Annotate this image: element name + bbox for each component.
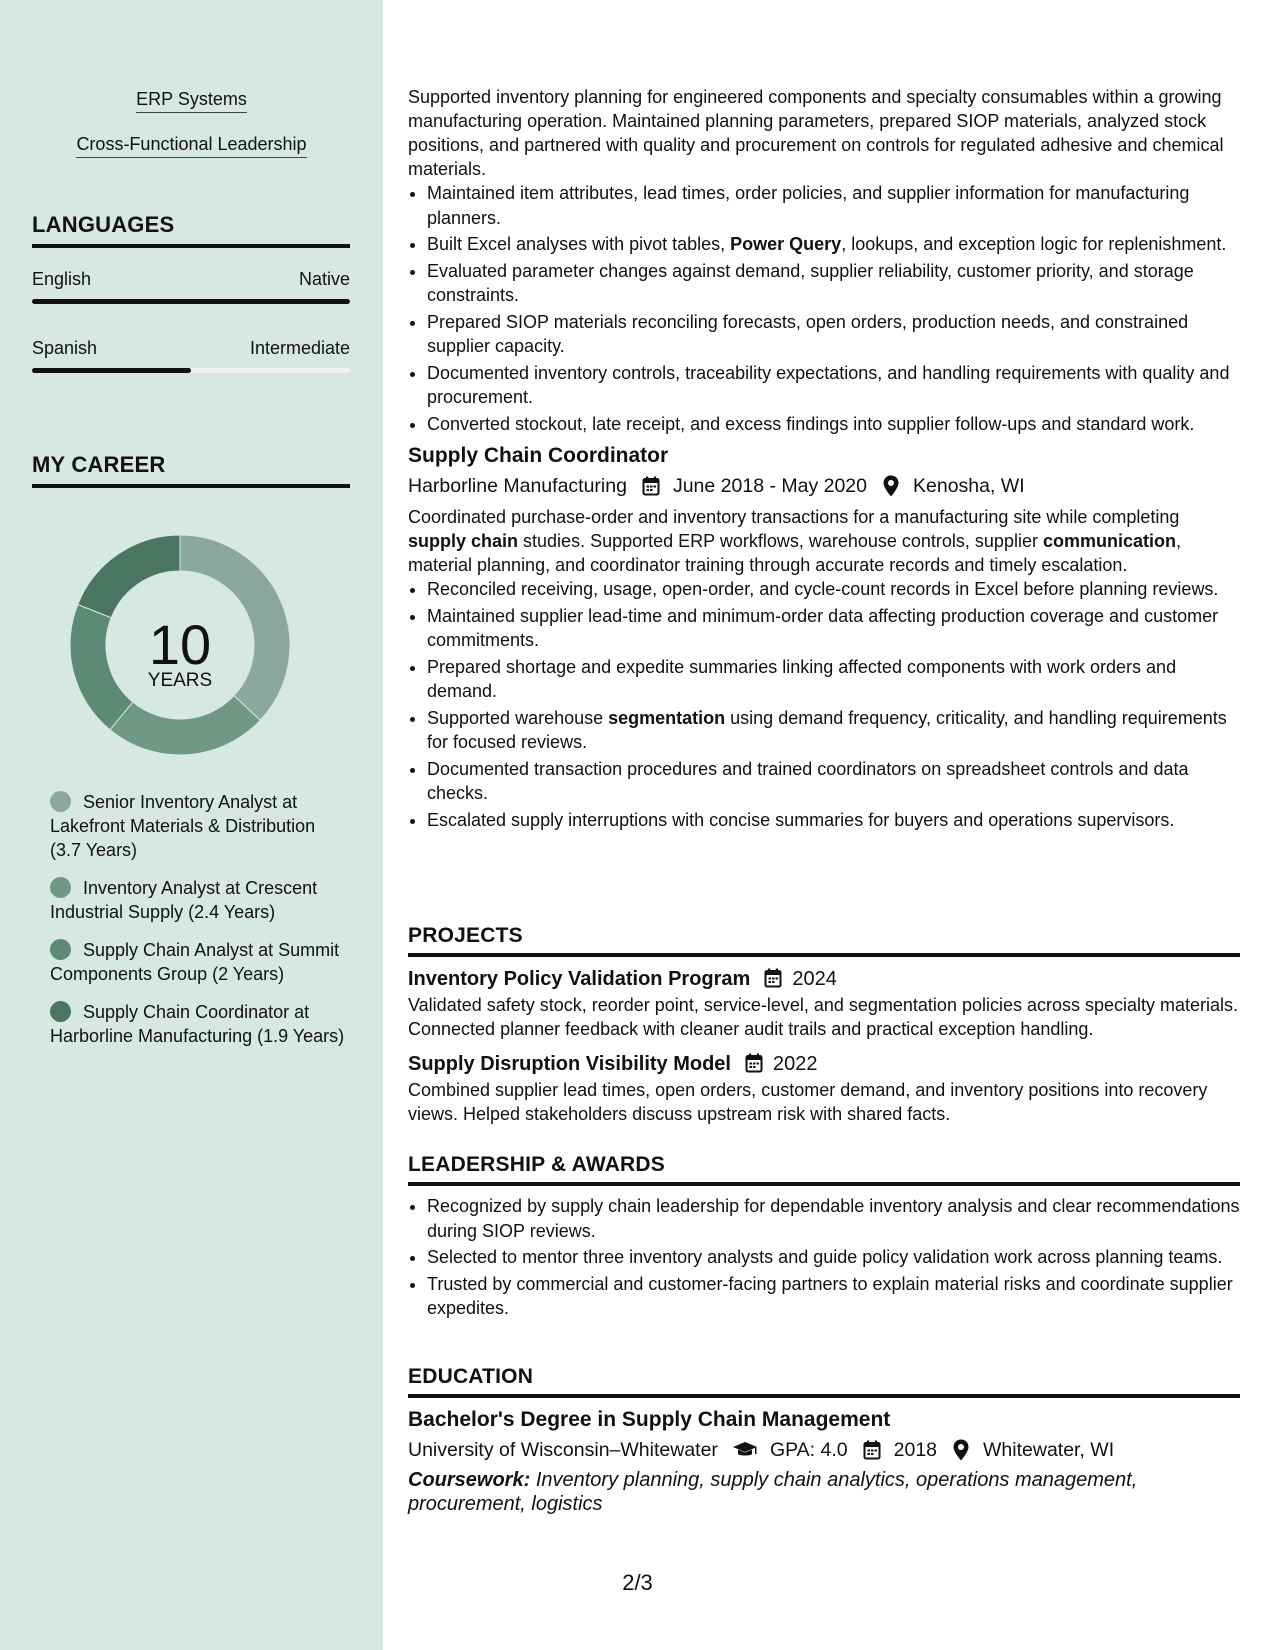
education-meta — [408, 1436, 1240, 1464]
bullet-item: • Reconciled receiving, usage, open-order, and cycle-count records in Excel before planning reviews. — [427, 577, 1240, 602]
languages-heading: LANGUAGES — [32, 212, 350, 248]
career-legend-item: Senior Inventory Analyst at Lakefront Materials & Distribution (3.7 Years) — [50, 792, 316, 860]
project-title: Supply Disruption Visibility Model — [408, 1053, 731, 1075]
calendar-icon — [764, 968, 784, 990]
legend-dot — [50, 939, 71, 960]
bullet-item: • Built Excel analyses with pivot tables, Power Query, lookups, and exception logic for replenishment. — [427, 232, 1240, 257]
bullet-item: • Selected to mentor three inventory analysts and guide policy validation work across planning teams. — [427, 1245, 1240, 1270]
experience-section — [408, 85, 1240, 834]
project-title-row — [408, 1050, 1240, 1078]
career-legend — [50, 790, 350, 1062]
graduation-cap-icon — [732, 1439, 758, 1461]
language-name: English — [32, 269, 92, 289]
job-summary: Coordinated purchase-order and inventory transactions for a manufacturing site while completing supply chain studies. Supported ERP workflows, warehouse controls, supplier communication, material planning, and coordinator training through accurate records and timely escalation. — [408, 507, 1181, 575]
graduation-year: 2018 — [893, 1439, 938, 1461]
bullet-item: • Maintained item attributes, lead times, order policies, and supplier information for manufacturing planners. — [427, 181, 1240, 230]
project-title: Inventory Policy Validation Program — [408, 968, 751, 990]
language-proficiency-bar — [32, 368, 350, 373]
projects-heading: PROJECTS — [408, 924, 1240, 957]
calendar-icon — [862, 1439, 882, 1461]
bullet-item: • Documented inventory controls, traceability expectations, and handling requirements with quality and procurement. — [427, 361, 1240, 410]
career-donut-segment — [110, 696, 260, 755]
career-heading: MY CAREER — [32, 452, 350, 488]
leadership-heading: LEADERSHIP & AWARDS — [408, 1153, 1240, 1186]
main-content — [408, 0, 1240, 1650]
job-summary: Supported inventory planning for engineered components and specialty consumables within a growing manufacturing operation. Maintained planning parameters, prepared SIOP materials, analyzed stock positions, and partnered with quality and procurement on controls for regulated adhesive and chemical materials. — [408, 87, 1224, 179]
career-donut-segment — [70, 605, 133, 730]
skill-item: Cross-Functional Leadership — [0, 133, 383, 158]
sidebar — [0, 0, 383, 1650]
language-level: Intermediate — [249, 338, 350, 358]
bullet-item: • Prepared SIOP materials reconciling forecasts, open orders, production needs, and constrained supplier capacity. — [427, 310, 1240, 359]
career-legend-item: Supply Chain Analyst at Summit Components Group (2 Years) — [50, 940, 340, 984]
project-title-row — [408, 965, 1240, 993]
job-meta — [408, 472, 1240, 500]
project-year: 2024 — [792, 968, 837, 990]
job-location: Kenosha, WI — [913, 475, 1025, 497]
language-name: Spanish — [32, 338, 98, 358]
project-description: Combined supplier lead times, open orders, customer demand, and inventory positions into recovery views. Helped stakeholders discuss upstream risk with shared facts. — [408, 1080, 1208, 1124]
location-pin-icon — [951, 1439, 971, 1461]
language-row — [32, 337, 350, 359]
projects-section — [408, 924, 1240, 1126]
career-legend-item: Supply Chain Coordinator at Harborline Manufacturing (1.9 Years) — [50, 1002, 345, 1046]
bullet-item: • Recognized by supply chain leadership for dependable inventory analysis and clear recommendations during SIOP reviews. — [427, 1194, 1240, 1243]
location-pin-icon — [881, 475, 901, 497]
calendar-icon — [641, 475, 661, 497]
bullet-item: • Evaluated parameter changes against demand, supplier reliability, customer priority, and storage constraints. — [427, 259, 1240, 308]
job-dates: June 2018 - May 2020 — [672, 475, 868, 497]
education-heading: EDUCATION — [408, 1365, 1240, 1398]
education-section — [408, 1365, 1240, 1516]
job-bullets — [408, 181, 1240, 436]
bullet-item: • Trusted by commercial and customer-facing partners to explain material risks and coordinate supplier expedites. — [427, 1272, 1240, 1321]
project-description: Validated safety stock, reorder point, service-level, and segmentation policies across specialty materials. Connected planner feedback with cleaner audit trails and practical exception handling. — [408, 995, 1239, 1039]
leadership-section — [408, 1153, 1240, 1323]
career-legend-item: Inventory Analyst at Crescent Industrial Supply (2.4 Years) — [50, 878, 318, 922]
language-proficiency-bar — [32, 299, 350, 304]
bullet-item: • Supported warehouse segmentation using demand frequency, criticality, and handling requirements for focused reviews. — [427, 706, 1240, 755]
leadership-bullets — [408, 1194, 1240, 1321]
language-proficiency-fill — [32, 368, 191, 373]
bullet-item: • Documented transaction procedures and trained coordinators on spreadsheet controls and data checks. — [427, 757, 1240, 806]
calendar-icon — [745, 1053, 765, 1075]
school-name: University of Wisconsin–Whitewater — [408, 1439, 718, 1461]
language-level: Native — [298, 269, 350, 289]
bullet-item: • Maintained supplier lead-time and minimum-order data affecting production coverage and customer commitments. — [427, 604, 1240, 653]
career-total-unit: YEARS — [147, 670, 213, 691]
bullet-item: • Prepared shortage and expedite summaries linking affected components with work orders and demand. — [427, 655, 1240, 704]
project-year: 2022 — [773, 1053, 818, 1075]
bullet-item: • Escalated supply interruptions with concise summaries for buyers and operations supervisors. — [427, 808, 1240, 833]
degree-title: Bachelor's Degree in Supply Chain Management — [408, 1408, 891, 1431]
legend-dot — [50, 877, 71, 898]
job-bullets — [408, 577, 1240, 832]
legend-dot — [50, 791, 71, 812]
legend-dot — [50, 1001, 71, 1022]
page-number: 2/3 — [622, 1570, 653, 1595]
career-donut-segment — [78, 535, 180, 618]
school-location: Whitewater, WI — [983, 1439, 1115, 1461]
language-row — [32, 268, 350, 290]
job-title: Supply Chain Coordinator — [408, 444, 669, 467]
career-donut-chart — [62, 527, 298, 763]
language-proficiency-fill — [32, 299, 350, 304]
coursework: Coursework: Inventory planning, supply chain analytics, operations management, procurement, logistics — [408, 1469, 1138, 1515]
company-name: Harborline Manufacturing — [408, 475, 627, 497]
bullet-item: • Converted stockout, late receipt, and excess findings into supplier follow-ups and standard work. — [427, 412, 1240, 437]
skill-item: ERP Systems — [0, 88, 383, 113]
gpa: GPA: 4.0 — [769, 1439, 848, 1461]
career-total-number: 10 — [148, 613, 212, 676]
